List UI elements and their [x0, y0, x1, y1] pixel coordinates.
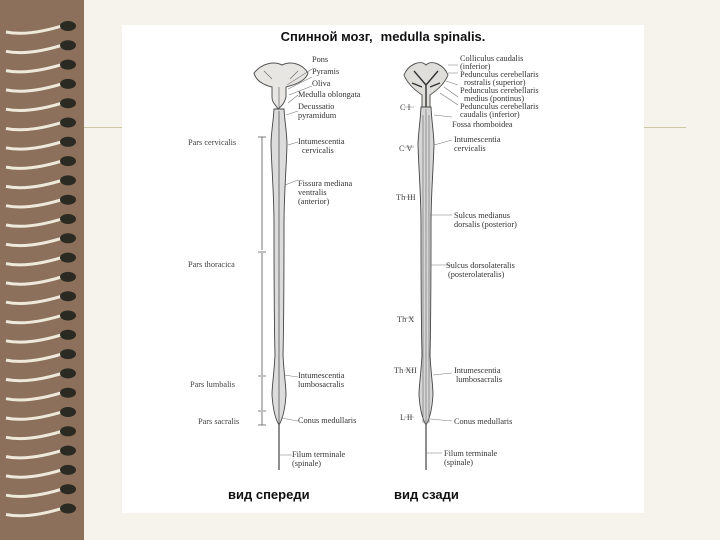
label-pedunculus-caudalis: Pedunculus cerebellaris	[460, 102, 539, 111]
label-dorsalis-posterior: dorsalis (posterior)	[454, 220, 517, 229]
label-back-intumescentia-lumbosacralis: Intumescentia	[454, 366, 501, 375]
spiral-ring	[6, 504, 76, 516]
level-l2: L II	[400, 413, 413, 422]
label-medulla-oblongata: Medulla oblongata	[298, 90, 361, 99]
label-fossa-rhomboidea: Fossa rhomboidea	[452, 120, 513, 129]
spiral-ring	[6, 214, 76, 226]
spiral-ring	[6, 195, 76, 207]
label-rostralis-superior: rostralis (superior)	[464, 78, 526, 87]
spiral-ring	[6, 272, 76, 284]
spiral-ring	[6, 233, 76, 245]
label-caudalis-inferior: caudalis (inferior)	[460, 110, 520, 119]
spiral-ring	[6, 60, 76, 72]
segment-pars-sacralis: Pars sacralis	[198, 417, 240, 426]
label-pons: Pons	[312, 55, 329, 64]
spiral-ring	[6, 156, 76, 168]
spiral-ring	[6, 388, 76, 400]
spiral-ring	[6, 368, 76, 380]
spiral-ring	[6, 79, 76, 91]
level-c1: C I	[400, 103, 411, 112]
caption-front-view: вид спереди	[228, 487, 310, 502]
label-ventralis: ventralis	[298, 188, 327, 197]
spinal-cord-figure	[122, 25, 644, 513]
segment-pars-thoracica: Pars thoracica	[188, 260, 235, 269]
spiral-ring	[6, 253, 76, 265]
spiral-ring	[6, 118, 76, 130]
spiral-ring	[6, 349, 76, 361]
label-back-filum-terminale: Filum terminale	[444, 449, 498, 458]
label-cervicalis: cervicalis	[302, 146, 334, 155]
label-spinale: (spinale)	[292, 459, 322, 468]
spiral-ring	[6, 98, 76, 110]
spiral-ring	[6, 484, 76, 496]
spiral-ring	[6, 465, 76, 477]
level-c5: C V	[399, 144, 413, 153]
label-pedunculus-rostralis: Pedunculus cerebellaris	[460, 70, 539, 79]
spiral-ring	[6, 330, 76, 342]
label-sulcus-medianus: Sulcus medianus	[454, 211, 510, 220]
label-fissura-mediana: Fissura mediana	[298, 179, 353, 188]
label-pyramidum: pyramidum	[298, 111, 337, 120]
label-lumbosacralis: lumbosacralis	[298, 380, 345, 389]
spiral-ring	[6, 40, 76, 52]
label-posterolateralis: (posterolateralis)	[448, 270, 505, 279]
label-medius-pontinus: medius (pontinus)	[464, 94, 525, 103]
caption-back-view: вид сзади	[394, 487, 459, 502]
label-intumescentia-cervicalis: Intumescentia	[298, 137, 345, 146]
label-back-intumescentia-cervicalis: Intumescentia	[454, 135, 501, 144]
level-th12: Th XII	[394, 366, 417, 375]
label-inferior: (inferior)	[460, 62, 491, 71]
spiral-ring	[6, 426, 76, 438]
title-latin: medulla spinalis.	[380, 29, 486, 44]
label-back-cervicalis: cervicalis	[454, 144, 486, 153]
spiral-ring	[6, 291, 76, 303]
label-intumescentia-lumbosacralis: Intumescentia	[298, 371, 345, 380]
label-anterior: (anterior)	[298, 197, 330, 206]
level-th10: Th X	[397, 315, 415, 324]
label-colliculus-caudalis: Colliculus caudalis	[460, 54, 524, 63]
label-sulcus-dorsolateralis: Sulcus dorsolateralis	[446, 261, 515, 270]
cord-drawings	[122, 25, 644, 513]
label-pedunculus-medius: Pedunculus cerebellaris	[460, 86, 539, 95]
spiral-ring	[6, 21, 76, 33]
spiral-ring	[6, 311, 76, 323]
label-decussatio: Decussatio	[298, 102, 335, 111]
spiral-ring	[6, 407, 76, 419]
segment-pars-cervicalis: Pars cervicalis	[188, 138, 237, 147]
label-oliva: Oliva	[312, 79, 331, 88]
spiral-ring	[6, 446, 76, 458]
label-back-lumbosacralis: lumbosacralis	[456, 375, 503, 384]
label-conus-medullaris: Conus medullaris	[298, 416, 357, 425]
spiral-ring	[6, 137, 76, 149]
spiral-ring	[6, 175, 76, 187]
label-back-conus-medullaris: Conus medullaris	[454, 417, 513, 426]
label-back-spinale: (spinale)	[444, 458, 474, 467]
title-russian: Спинной мозг,	[280, 29, 373, 44]
spiral-binding	[0, 0, 84, 540]
level-th3: Th III	[396, 193, 416, 202]
segment-pars-lumbalis: Pars lumbalis	[190, 380, 235, 389]
label-pyramis: Pyramis	[312, 67, 340, 76]
label-filum-terminale: Filum terminale	[292, 450, 346, 459]
front-view-cord	[254, 63, 312, 470]
